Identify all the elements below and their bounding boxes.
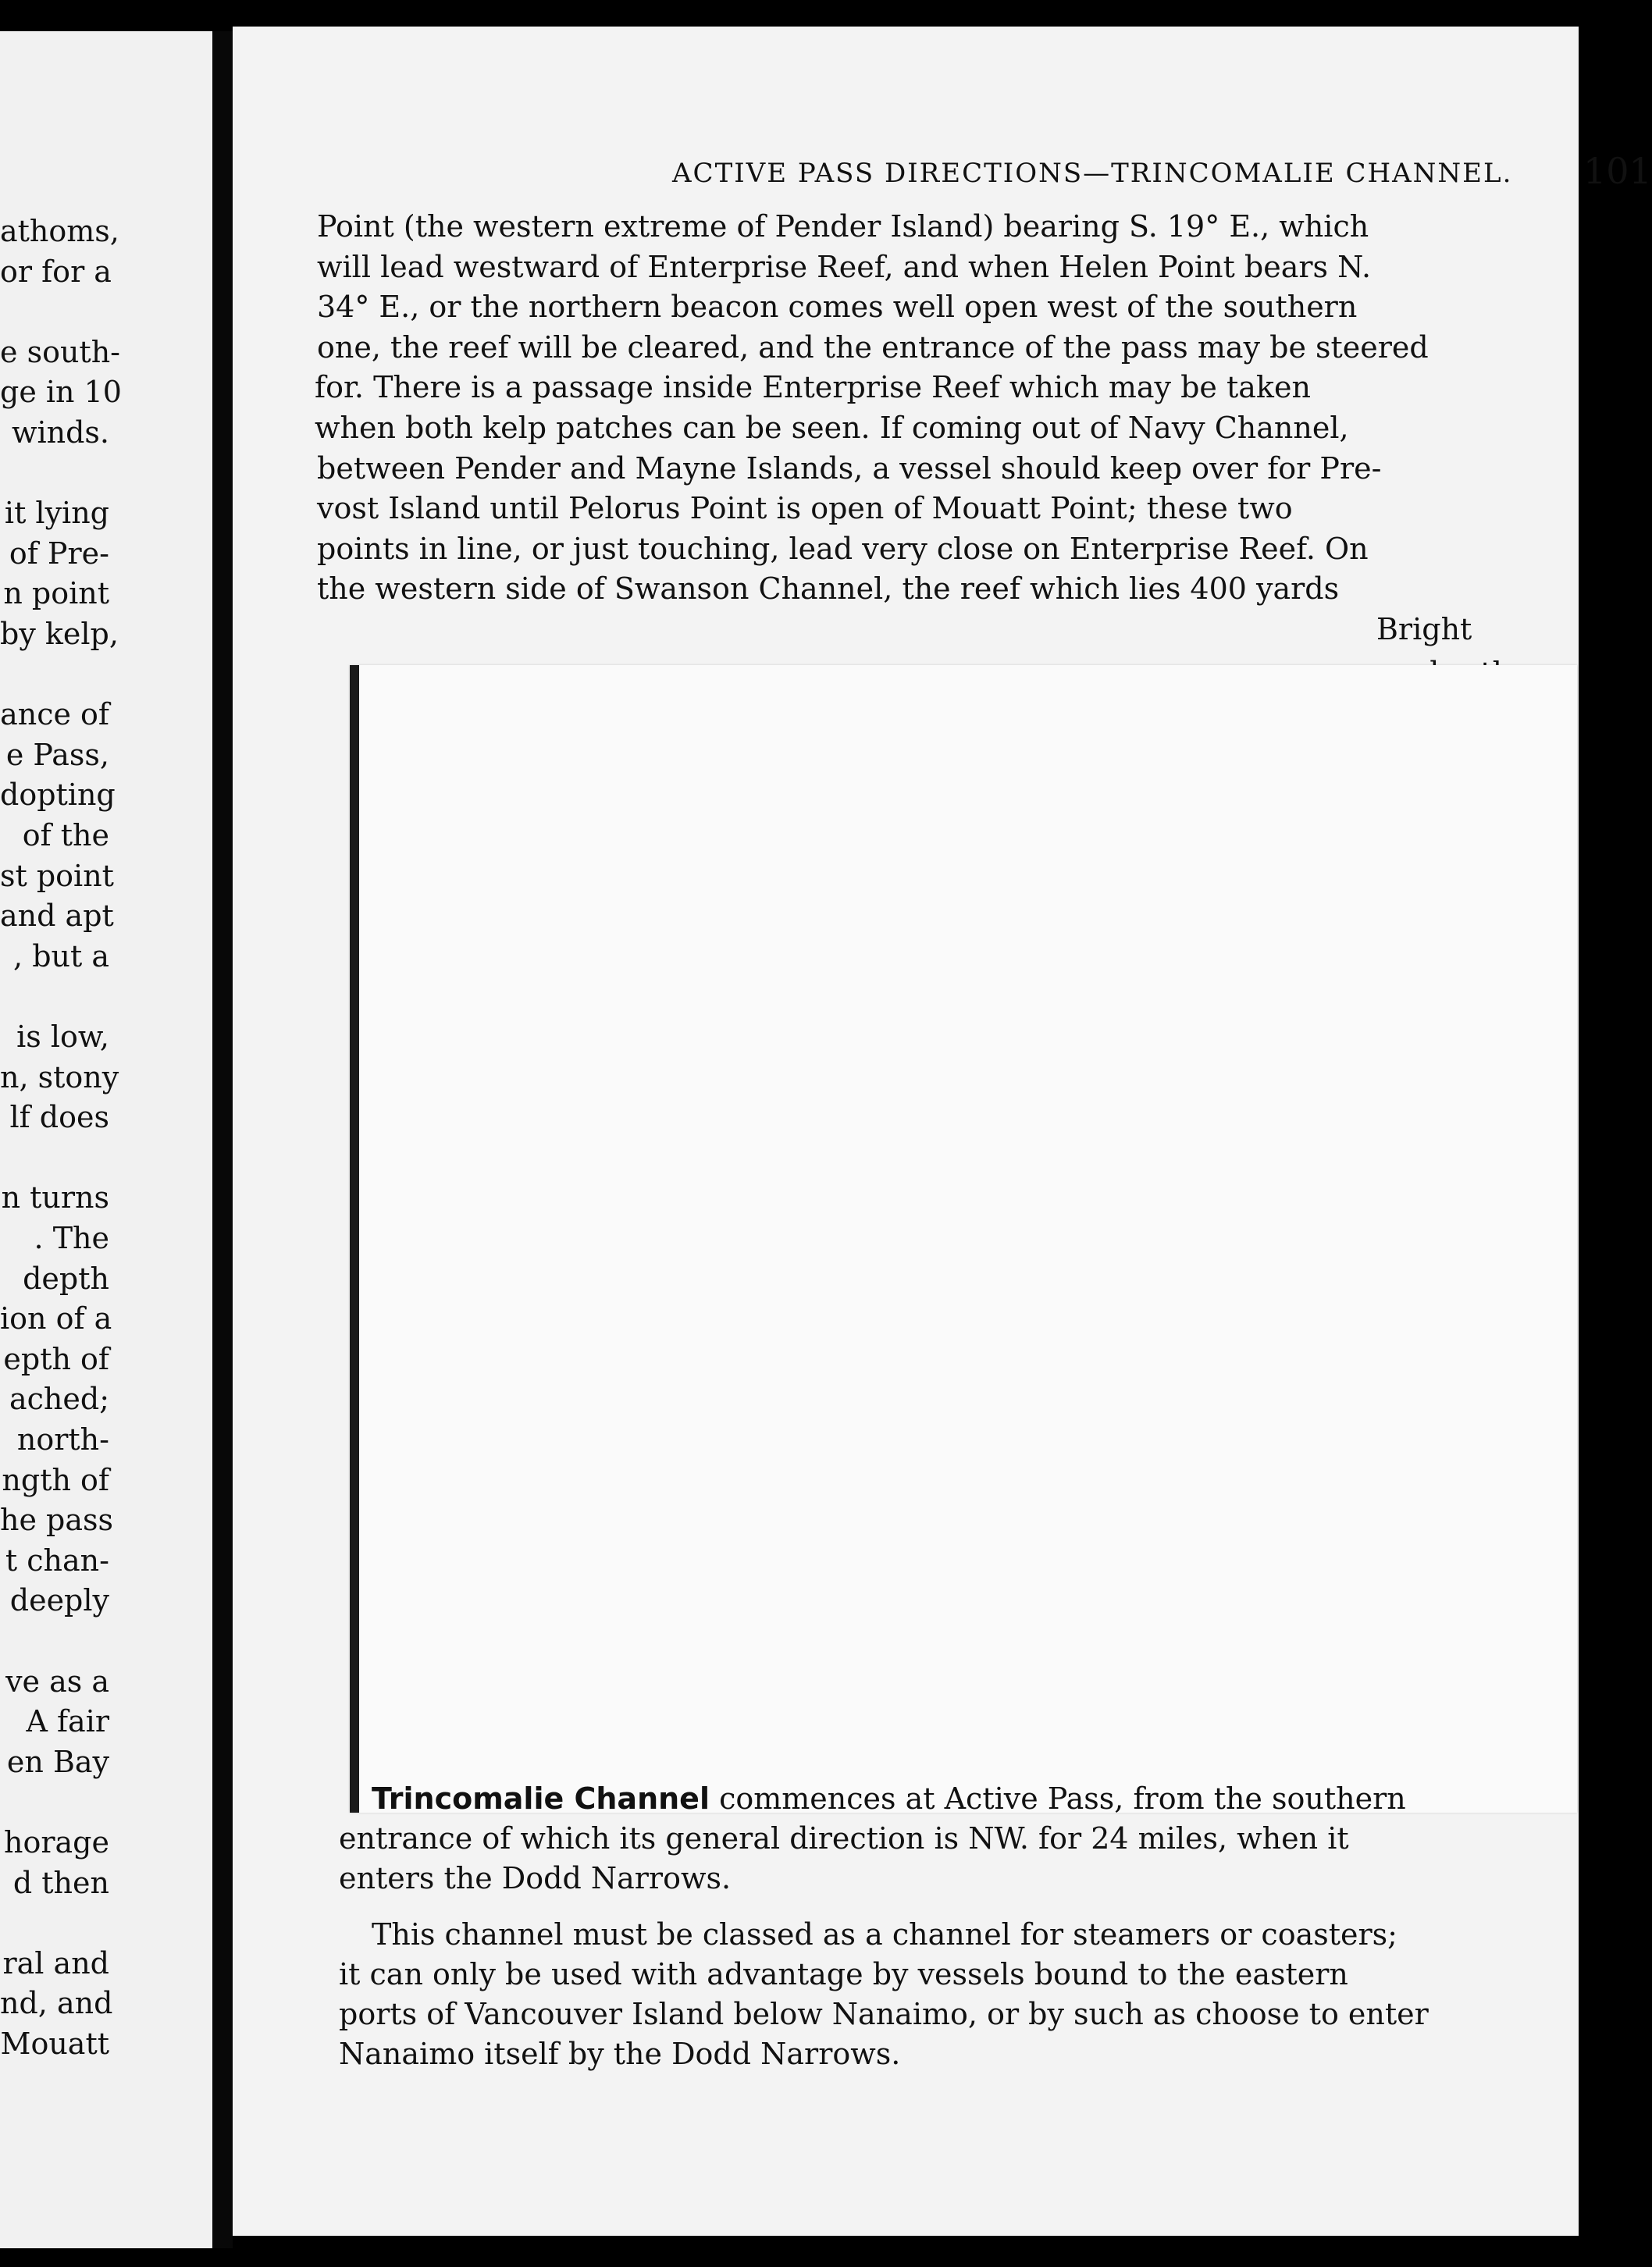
left-page bbox=[0, 31, 212, 2248]
left-fragment: ge in 10 bbox=[0, 375, 122, 410]
section-heading: Trincomalie Channel bbox=[372, 1781, 710, 1816]
left-fragment: ngth of bbox=[2, 1462, 109, 1497]
left-fragment: epth of bbox=[3, 1341, 109, 1376]
main-text-line: Bright bbox=[1376, 612, 1472, 646]
left-fragment: n turns bbox=[1, 1180, 109, 1215]
left-fragment: en Bay bbox=[6, 1744, 109, 1779]
page-number: 101 bbox=[1583, 150, 1652, 192]
left-fragment: he pass bbox=[0, 1503, 114, 1538]
channel-para-line-3: ports of Vancouver Island below Nanaimo, or by such as choose to enter bbox=[339, 1997, 1429, 2031]
main-text-line: for. There is a passage inside Enterprise Reef which may be taken bbox=[315, 370, 1311, 405]
trincomalie-first-line bbox=[372, 1780, 1406, 1817]
left-fragment: t chan- bbox=[5, 1543, 109, 1578]
left-fragment: or for a bbox=[0, 254, 112, 289]
main-text-line: one, the reef will be cleared, and the entrance of the pass may be steered bbox=[317, 329, 1429, 365]
book-spine bbox=[212, 31, 233, 2248]
main-text-line: vost Island until Pelorus Point is open of Mouatt Point; these two bbox=[317, 491, 1293, 526]
main-text-line: 34° E., or the northern beacon comes well open west of the southern bbox=[317, 290, 1358, 325]
left-fragment: e south- bbox=[0, 334, 121, 369]
pasted-paper-slip bbox=[350, 665, 1577, 1813]
left-fragment: st point bbox=[0, 858, 114, 893]
main-text-line: the western side of Swanson Channel, the reef which lies 400 yards bbox=[317, 571, 1340, 607]
left-fragment: of the bbox=[22, 818, 109, 852]
channel-para-line-2: it can only be used with advantage by vessels bound to the eastern bbox=[339, 1957, 1348, 1991]
left-fragment: nd, and bbox=[0, 1986, 113, 2021]
trincomalie-line-2: entrance of which its general direction is NW. for 24 miles, when it bbox=[339, 1821, 1349, 1856]
left-fragment: and apt bbox=[0, 899, 114, 934]
left-fragment: athoms, bbox=[0, 214, 119, 248]
left-fragment: horage bbox=[4, 1825, 109, 1860]
left-fragment: deeply bbox=[9, 1583, 109, 1618]
main-text-line: between Pender and Mayne Islands, a vessel should keep over for Pre- bbox=[317, 450, 1382, 486]
channel-para-line-1: This channel must be classed as a channel for steamers or coasters; bbox=[372, 1917, 1397, 1952]
left-fragment: Mouatt bbox=[0, 2027, 109, 2061]
left-fragment: e Pass, bbox=[5, 737, 109, 772]
left-fragment: n, stony bbox=[0, 1059, 119, 1094]
left-fragment: . The bbox=[34, 1221, 109, 1255]
running-header: ACTIVE PASS DIRECTIONS—TRINCOMALIE CHANNEL. bbox=[672, 158, 1513, 189]
left-fragment: ral and bbox=[2, 1945, 109, 1981]
left-fragment: dopting bbox=[0, 778, 116, 813]
left-fragment: is low, bbox=[16, 1020, 109, 1054]
main-text-line: will lead westward of Enterprise Reef, and when Helen Point bears N. bbox=[317, 249, 1372, 284]
trincomalie-line-3: enters the Dodd Narrows. bbox=[339, 1861, 732, 1895]
left-fragment: , but a bbox=[13, 938, 109, 973]
left-fragment: it lying bbox=[4, 496, 109, 531]
left-fragment: winds. bbox=[11, 415, 109, 450]
left-fragment: ance of bbox=[0, 697, 109, 732]
left-fragment: lf does bbox=[9, 1100, 109, 1135]
left-fragment: depth bbox=[23, 1261, 109, 1296]
left-fragment: A fair bbox=[26, 1704, 109, 1739]
channel-para-line-4: Nanaimo itself by the Dodd Narrows. bbox=[339, 2037, 901, 2071]
left-fragment: ve as a bbox=[5, 1664, 109, 1699]
trincomalie-line-1: commences at Active Pass, from the southern bbox=[709, 1781, 1406, 1816]
left-fragment: ached; bbox=[9, 1382, 109, 1417]
left-fragment: n point bbox=[3, 576, 109, 611]
left-fragment: by kelp, bbox=[0, 617, 119, 651]
left-fragment: d then bbox=[12, 1865, 109, 1900]
main-text-line: points in line, or just touching, lead very close on Enterprise Reef. On bbox=[317, 531, 1369, 566]
left-fragment: north- bbox=[16, 1422, 109, 1457]
right-page bbox=[233, 27, 1652, 2236]
left-fragment: of Pre- bbox=[9, 536, 109, 571]
main-text-line: when both kelp patches can be seen. If coming out of Navy Channel, bbox=[315, 411, 1349, 445]
main-text-line: Point (the western extreme of Pender Island) bearing S. 19° E., which bbox=[317, 209, 1369, 244]
left-fragment: ion of a bbox=[0, 1301, 112, 1336]
